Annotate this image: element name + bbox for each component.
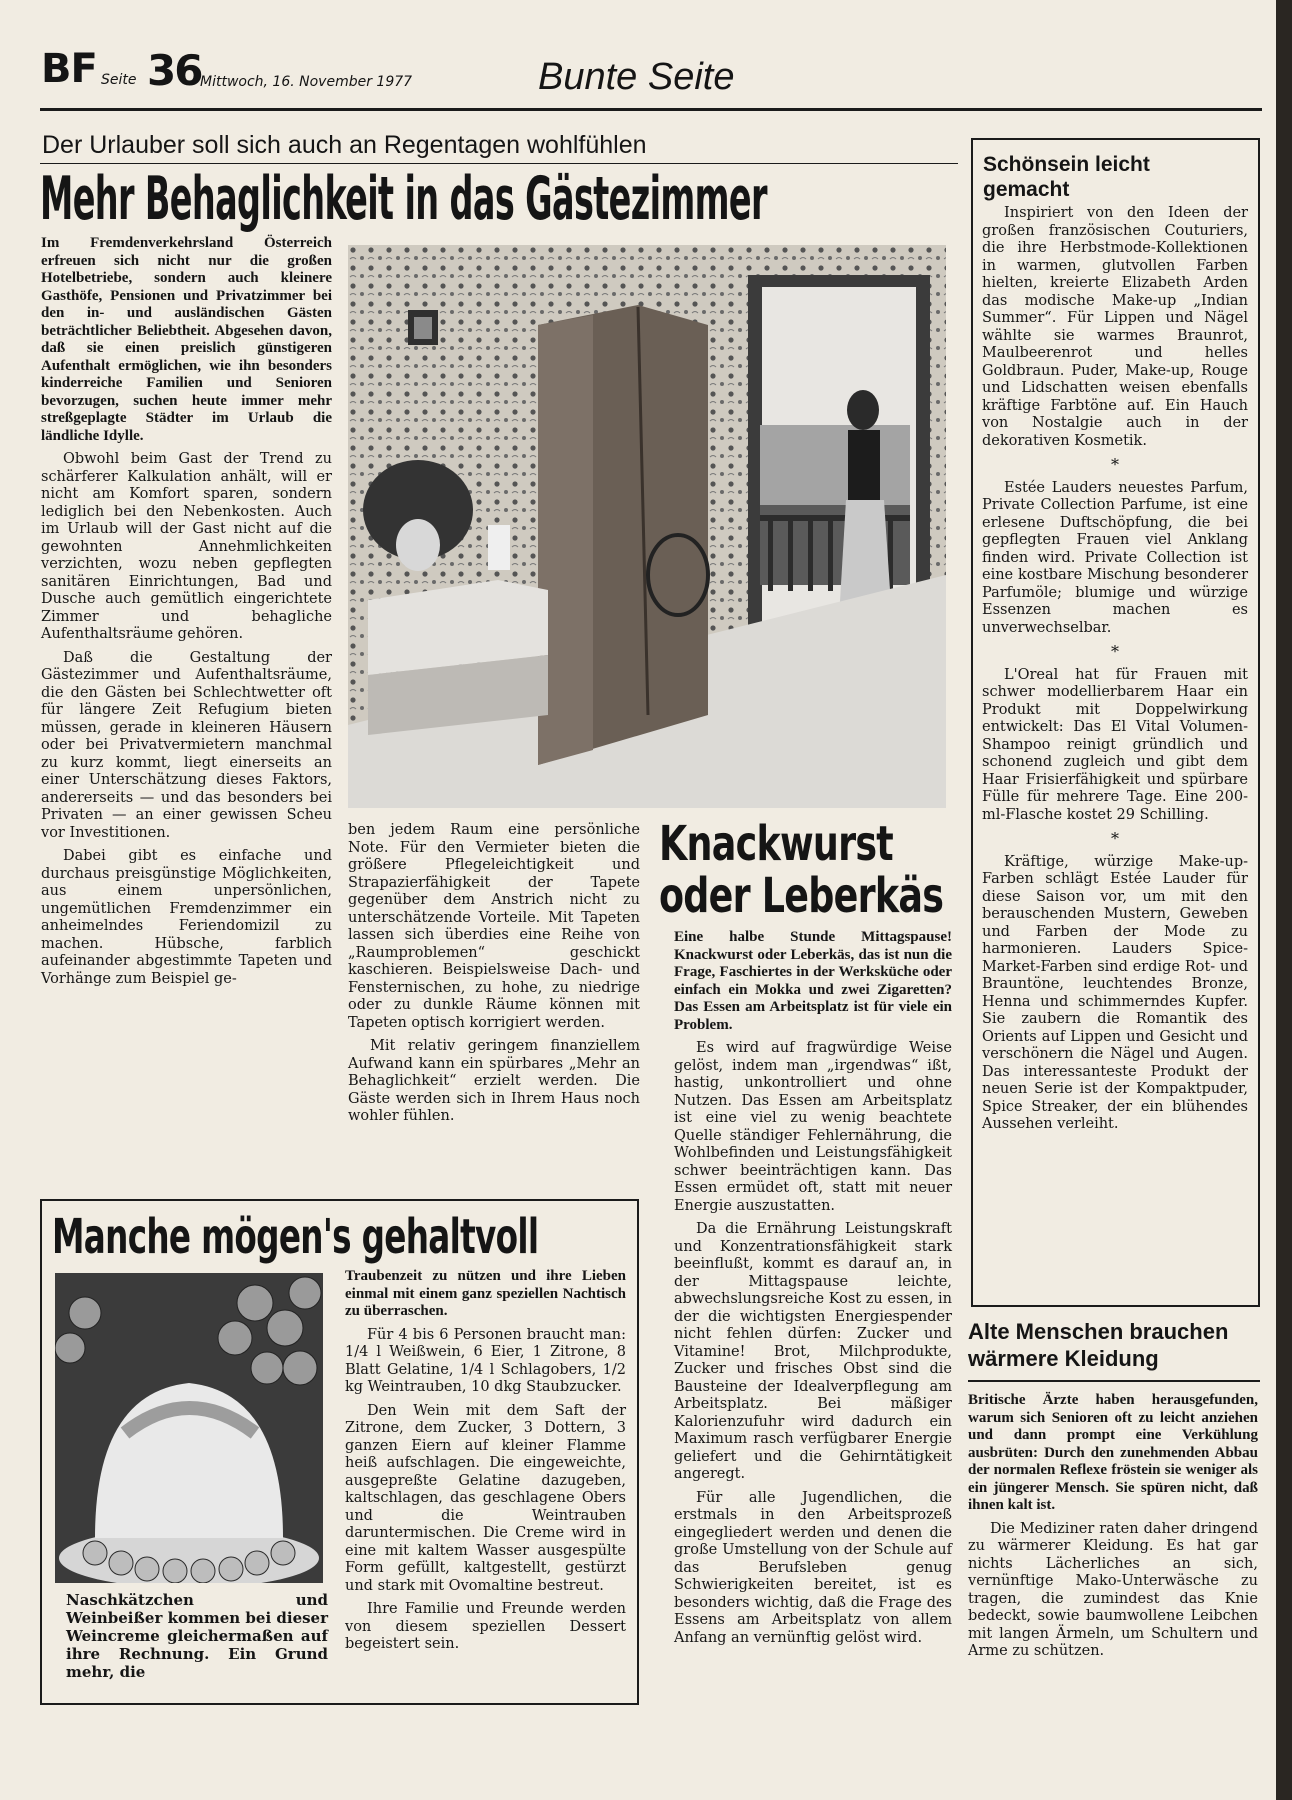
main-article-column-2 (348, 822, 640, 1132)
beauty-headline: Schönsein leicht gemacht (983, 153, 1150, 201)
dessert-paragraph: Ihre Familie und Freunde werden von diesem speziellen Dessert begeistert sein. (345, 1601, 626, 1652)
knackwurst-article (674, 929, 952, 1653)
newspaper-logo: BF (41, 46, 97, 92)
issue-date: Mittwoch, 16. November 1977 (200, 74, 413, 90)
separator-star: * (1111, 829, 1119, 848)
knackwurst-headline-2: oder Leberkäs (659, 868, 944, 924)
seite-label: Seite (101, 72, 137, 88)
separator-star: * (1111, 455, 1119, 474)
main-article-paragraph: Dabei gibt es einfache und durchaus preisgünstige Möglichkeiten, aus einem unpersönlichen, ungemütlichen Fremdenzimmer ein anheimelndes Feriendomizil zu machen. Hübsche, farblich aufeinander abgestimmte Tapeten und Vorhänge zum Beispiel ge- (41, 848, 332, 987)
main-article-paragraph: Mit relativ geringem finanziellem Aufwand kann ein spürbares „Mehr an Behaglichkeit“ erzielt werden. Die Gäste werden sich in Ihrem Haus noch wohler fühlen. (348, 1038, 640, 1124)
beauty-item: Estée Lauders neuestes Parfum, Private Collection Parfume, ist eine erlesene Duftschöpfung, die bei gepflegten Frauen viel Anklang finden wird. Private Collection ist eine kostbare Mischung besonderer Parfumöle; blumige und würzige Essenzen machen es unverwechselbar. (982, 479, 1248, 636)
elderly-headline: Alte Menschen brauchen wärmere Kleidung (968, 1319, 1229, 1371)
page-edge (1276, 0, 1292, 1800)
elderly-paragraph: Die Mediziner raten daher dringend zu wärmerer Kleidung. Es hat gar nichts Lächerliches an sich, vernünftige Mako-Unterwäsche zu tragen, die zumindest das Knie bedeckt, sowie baumwollene Leibchen mit langen Ärmeln, um Schultern und Arme zu schützen. (968, 1520, 1258, 1659)
main-article-column-1 (41, 235, 332, 994)
knackwurst-paragraph: Es wird auf fragwürdige Weise gelöst, indem man „irgendwas“ ißt, hastig, unkontrolliert und ohne Nutzen. Das Essen am Arbeitsplatz ist eine viel zu wenig beachtete Quelle ständiger Fehlernährung, die Wohlbefinden und Leistungsfähigkeit schwer beeinträchtigen kann. Das Essen ermüdet oft, statt mit neuer Energie auszustatten. (674, 1040, 952, 1214)
main-photo (348, 245, 946, 808)
dessert-photo (55, 1273, 323, 1583)
dessert-paragraph: Den Wein mit dem Saft der Zitrone, dem Zucker, 3 Dottern, 3 ganzen Eiern auf kleiner Flamme heiß aufschlagen. Die eingeweichte, ausgepreßte Gelatine dazugeben, kaltschlagen, das geschlagene Obers und die Weintrauben daruntermischen. Die Creme wird in eine mit kaltem Wasser ausgespülte Form gefüllt, kaltgestellt, gestürzt und stark mit Ovomaltine bestreut. (345, 1402, 626, 1594)
elderly-lead: Britische Ärzte haben herausgefunden, warum sich Senioren oft zu leicht anziehen und dann prompt eine Verkühlung ausbrüten: Durch den zunehmenden Abbau der normalen Reflexe fröstein sie weniger als ein jüngerer Mensch. Sie spüren nicht, daß ihnen kalt ist. (968, 1392, 1258, 1513)
dessert-article (345, 1268, 626, 1660)
main-article-paragraph: Obwohl beim Gast der Trend zu schärferer Kalkulation anhält, will er nicht am Komfort sparen, sondern lediglich bei den Nebenkosten. Auch im Urlaub will der Gast nicht auf die gewohnten Annehmlichkeiten verzichten, wozu neben gepflegten sanitären Einrichtungen, Bad und Dusche auch gemütlich eingerichtete Zimmer und behagliche Aufenthaltsräume gehören. (41, 451, 332, 642)
beauty-item: Kräftige, würzige Make-up-Farben schlägt Estée Lauder für diese Saison vor, um mit den berauschenden Mustern, Geweben und Farben der Mode zu harmonieren. Lauders Spice-Market-Farben sind erdige Rot- und Brauntöne, leuchtendes Bronze, Henna und schimmerndes Kupfer. Sie zaubern die Romantik des Orients auf Lippen und Gesicht und verschönern die Nägel und Augen. Das interessanteste Produkt der neuen Serie ist der Kompaktpuder, Spice Streaker, der ein blühendes Aussehen verleiht. (982, 853, 1248, 1132)
wine-cream-photo (55, 1273, 323, 1583)
guest-room-photo (348, 245, 946, 808)
beauty-item: Inspiriert von den Ideen der großen französischen Couturiers, die ihre Herbstmode-Kollektionen in warmen, glutvollen Farben hielten, kreierte Elizabeth Arden das modische Make-up „Indian Summer“. Für Lippen und Nägel wählte sie warmes Braunrot, Maulbeerenrot und helles Goldbraun. Puder, Make-up, Rouge und Lidschatten weisen ebenfalls kräftige Farbtöne auf. Ein Hauch von Nostalgie auch in der dekorativen Kosmetik. (982, 205, 1248, 449)
main-article-lead: Im Fremdenverkehrsland Österreich erfreuen sich nicht nur die großen Hotelbetriebe, sondern auch kleinere Gasthöfe, Pensionen und Privatzimmer bei den in- und ausländischen Gästen beträchtlicher Beliebtheit. Abgesehen davon, daß sie einen preislich günstigeren Aufenthalt ermöglichen, wie ihn besonders kinderreiche Familien und Senioren bevorzugen, suchen heute immer mehr streßgeplagte Städter im Urlaub die ländliche Idylle. (41, 235, 332, 444)
dessert-headline: Manche mögen's gehaltvoll (52, 1209, 539, 1265)
main-article-paragraph: ben jedem Raum eine persönliche Note. Für den Vermieter bieten die größere Pflegeleichtigkeit und Strapazierfähigkeit der Tapete gegenüber dem Anstrich nicht zu unterschätzende Vorteile. Mit Tapeten lassen sich überdies eine Reihe von „Raumproblemen“ geschickt kaschieren. Beispielsweise Dach- und Fensternischen, zu hohe, zu niedrige oder zu dunkle Räume können mit Tapeten optisch korrigiert werden. (348, 822, 640, 1031)
dessert-caption: Naschkätzchen und Weinbeißer kommen bei dieser Weincreme gleichermaßen auf ihre Rechnung. Ein Grund mehr, die (66, 1591, 328, 1681)
header-rule (40, 108, 1262, 111)
beauty-item: L'Oreal hat für Frauen mit schwer modellierbarem Haar ein Produkt mit Doppelwirkung entwickelt: Das El Vital Volumen-Shampoo reinigt gründlich und schonend zugleich und gibt dem Haar Frisierfähigkeit und spürbare Fülle für mehrere Tage. Eine 200-ml-Flasche kostet 29 Schilling. (982, 666, 1248, 823)
knackwurst-lead: Eine halbe Stunde Mittagspause! Knackwurst oder Leberkäs, das ist nun die Frage, Faschiertes in der Werksküche oder einfach ein Mokka und zwei Zigaretten? Das Essen am Arbeitsplatz ist für viele ein Problem. (674, 929, 952, 1033)
section-title: Bunte Seite (538, 56, 735, 98)
separator-star: * (1111, 642, 1119, 661)
knackwurst-headline-1: Knackwurst (659, 816, 893, 872)
elderly-article (968, 1392, 1258, 1667)
main-kicker: Der Urlauber soll sich auch an Regentagen wohlfühlen (42, 131, 647, 159)
elderly-rule (968, 1380, 1260, 1382)
beauty-column (982, 205, 1248, 1140)
dessert-paragraph: Für 4 bis 6 Personen braucht man: 1/4 l Weißwein, 6 Eier, 1 Zitrone, 8 Blatt Gelatine, 1/4 l Schlagobers, 1/2 kg Weintrauben, 10 dkg Staubzucker. (345, 1326, 626, 1395)
dessert-lead: Traubenzeit zu nützen und ihre Lieben einmal mit einem ganz speziellen Nachtisch zu überraschen. (345, 1268, 626, 1319)
knackwurst-paragraph: Für alle Jugendlichen, die erstmals in den Arbeitsprozeß eingegliedert werden und denen die große Umstellung von der Schule auf das Berufsleben genug Schwierigkeiten bereitet, ist es besonders wichtig, daß die Frage des Essens am Arbeitsplatz von allem Anfang an vernünftig gelöst wird. (674, 1489, 952, 1646)
page-number: 36 (147, 46, 202, 95)
knackwurst-paragraph: Da die Ernährung Leistungskraft und Konzentrationsfähigkeit stark beeinflußt, kommt es darauf an, in der Mittagspause leichte, abwechslungsreiche Kost zu essen, in der die wichtigsten Energiespender nicht fehlen dürfen: Zucker und Vitamine! Brot, Milchprodukte, Zucker und frisches Obst sind die Bausteine der Idealverpflegung am Arbeitsplatz. Bei mäßiger Kalorienzufuhr wird dadurch ein Maximum rasch verfügbarer Energie geliefert und die Gehirntätigkeit angeregt. (674, 1221, 952, 1482)
main-headline: Mehr Behaglichkeit in das Gästezimmer (40, 164, 767, 234)
main-article-paragraph: Daß die Gestaltung der Gästezimmer und Aufenthaltsräume, die den Gästen bei Schlechtwetter oft für längere Zeit Refugium bieten müssen, gerade in kleineren Häusern oder bei Privatvermietern manchmal zu kurz kommt, liegt einerseits an einer Unterschätzung dieses Faktors, andererseits — und das besonders bei Privaten — an einer gewissen Scheu vor Investitionen. (41, 649, 332, 841)
